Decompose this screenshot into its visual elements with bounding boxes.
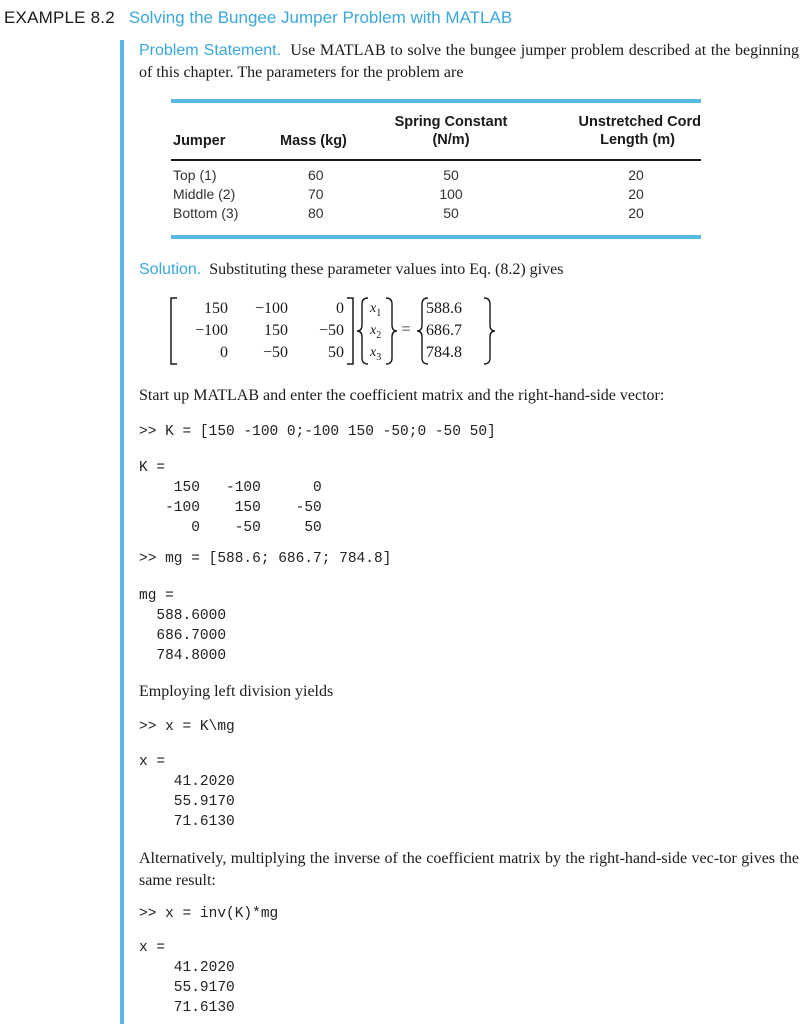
code-command: >> x = inv(K)*mg	[139, 906, 279, 922]
col-header-spring-line2: (N/m)	[432, 132, 470, 148]
cell-spring: 100	[439, 185, 463, 202]
vector-variable: $x_1$	[370, 301, 382, 319]
cell-jumper: Middle (2)	[173, 185, 236, 202]
example-title: Solving the Bungee Jumper Problem with MATLAB	[128, 8, 513, 27]
cell-jumper: Top (1)	[173, 166, 217, 183]
rhs-value: 784.8	[426, 344, 462, 361]
cell-mass: 80	[308, 204, 324, 221]
col-header-jumper: Jumper	[173, 133, 226, 149]
col-header-cord-line2: Length (m)	[600, 132, 675, 148]
code-command: >> mg = [588.6; 686.7; 784.8]	[139, 551, 392, 567]
cell-cord: 20	[628, 166, 644, 183]
solution-text: Substituting these parameter values into Eq. (8.2) gives	[209, 261, 564, 278]
paragraph-alternative: Alternatively, multiplying the inverse of the coefficient matrix by the right-hand-side vec-tor gives the same result:	[139, 850, 799, 889]
solution-heading: Solution.	[139, 261, 202, 278]
matrix-cell: 150	[264, 322, 288, 339]
matrix-cell: 0	[220, 344, 228, 361]
cell-cord: 20	[628, 185, 644, 202]
code-command: >> x = K\mg	[139, 719, 235, 735]
matrix-cell: 50	[328, 344, 344, 361]
example-label: EXAMPLE 8.2	[4, 8, 115, 27]
code-output: x = 41.2020 55.9170 71.6130	[139, 754, 235, 830]
matrix-equation	[168, 296, 498, 366]
cell-cord: 20	[628, 204, 644, 221]
paragraph-left-division: Employing left division yields	[139, 683, 334, 700]
problem-text: Use MATLAB to solve the bungee jumper problem described at the beginning of this chapter. The parameters for the problem are	[139, 42, 800, 81]
example-side-bar	[120, 40, 124, 1024]
cell-mass: 60	[308, 166, 324, 183]
code-output: x = 41.2020 55.9170 71.6130	[139, 940, 235, 1016]
vector-variable: $x_3$	[370, 345, 382, 363]
matrix-cell: −50	[262, 344, 288, 361]
problem-heading: Problem Statement.	[139, 42, 282, 59]
cell-mass: 70	[308, 185, 324, 202]
code-output: mg = 588.6000 686.7000 784.8000	[139, 588, 227, 664]
rhs-value: 588.6	[426, 300, 462, 317]
matrix-cell: −100	[194, 322, 228, 339]
table-header	[171, 103, 701, 159]
vector-variable: $x_2$	[370, 323, 382, 341]
equals-sign: =	[401, 321, 411, 338]
col-header-spring-line1: Spring Constant	[394, 114, 508, 130]
paragraph-start: Start up MATLAB and enter the coefficient matrix and the right-hand-side vector:	[139, 387, 665, 404]
code-command: >> K = [150 -100 0;-100 150 -50;0 -50 50]	[139, 424, 496, 440]
example-header	[4, 8, 512, 28]
problem-statement	[139, 40, 799, 84]
col-header-cord-line1: Unstretched Cord	[578, 114, 701, 130]
matrix-cell: 0	[336, 300, 344, 317]
rhs-value: 686.7	[426, 322, 462, 339]
table-body	[171, 161, 701, 235]
code-output: K = 150 -100 0 -100 150 -50 0 -50 50	[139, 460, 322, 536]
solution-statement	[139, 259, 799, 281]
matrix-cell: −50	[318, 322, 344, 339]
cell-spring: 50	[443, 204, 459, 221]
parameter-table	[171, 99, 701, 239]
cell-jumper: Bottom (3)	[173, 204, 239, 221]
cell-spring: 50	[443, 166, 459, 183]
col-header-mass: Mass (kg)	[280, 133, 347, 149]
matrix-cell: 150	[204, 300, 228, 317]
matrix-cell: −100	[254, 300, 288, 317]
table-bottom-rule	[171, 235, 701, 239]
